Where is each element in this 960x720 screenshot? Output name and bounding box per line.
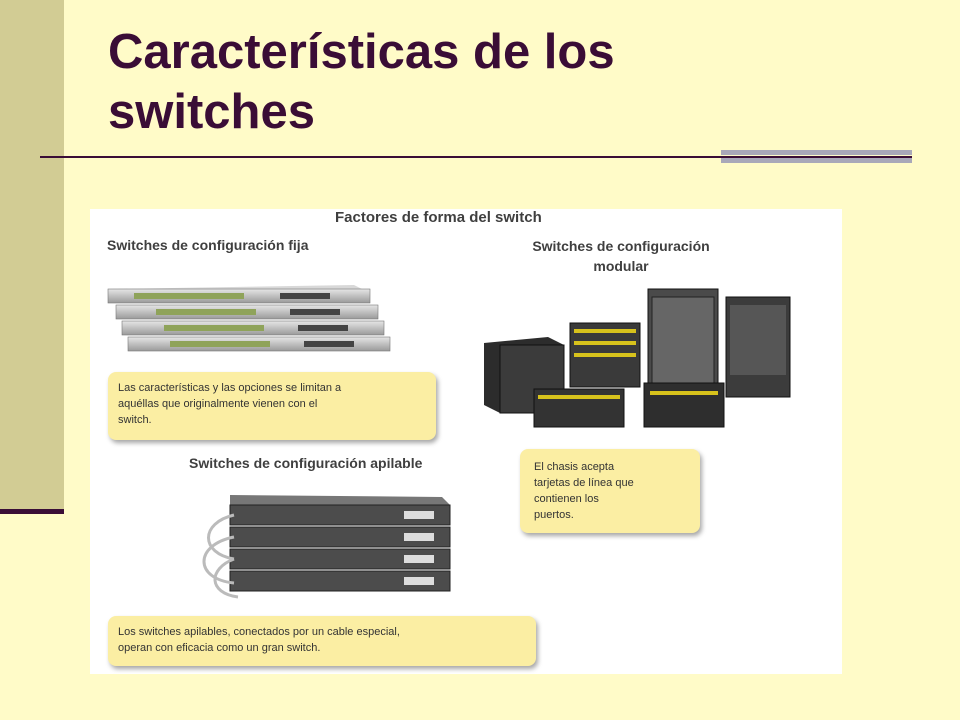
note-line: operan con eficacia como un gran switch. (118, 642, 321, 654)
stack-unit (230, 495, 450, 525)
stackable-switch-note (108, 616, 536, 666)
modular-label-line-2: modular (593, 258, 649, 274)
note-line: puertos. (534, 509, 574, 521)
note-line: switch. (118, 414, 152, 426)
note-line: contienen los (534, 493, 599, 505)
stackable-switch-label: Switches de configuración apilable (189, 455, 423, 471)
accent-bar-top (721, 150, 912, 155)
note-line: El chasis acepta (534, 461, 615, 473)
modular-switch-label (516, 236, 726, 276)
note-line: Los switches apilables, conectados por un cable especial, (118, 626, 400, 638)
fixed-switch-note (108, 372, 436, 440)
note-line: aquéllas que originalmente vienen con el (118, 398, 318, 410)
fixed-switches-image (104, 275, 394, 355)
sidebar-rule (0, 509, 64, 514)
figure-heading: Factores de forma del switch (335, 209, 542, 226)
slide-title-line-1: Características de los (108, 25, 615, 79)
chassis-unit (644, 383, 724, 427)
modular-switch-note (520, 449, 700, 533)
chassis-unit (570, 323, 640, 387)
switch-form-factor-figure (90, 209, 842, 674)
modular-label-line-1: Switches de configuración (532, 238, 710, 254)
left-sidebar-bar (0, 0, 64, 510)
slide-title-line-2: switches (108, 85, 315, 139)
stackable-switches-image (194, 493, 454, 603)
slide-title (108, 22, 808, 142)
chassis-unit (534, 389, 624, 427)
note-line: tarjetas de línea que (534, 477, 634, 489)
chassis-unit (648, 289, 718, 393)
accent-bar-bottom (721, 158, 912, 163)
note-line: Las características y las opciones se limitan a (118, 382, 342, 394)
chassis-unit (726, 297, 790, 397)
title-accent-bars (721, 150, 912, 168)
modular-chassis-image (474, 283, 804, 433)
fixed-switch-label: Switches de configuración fija (107, 237, 309, 253)
